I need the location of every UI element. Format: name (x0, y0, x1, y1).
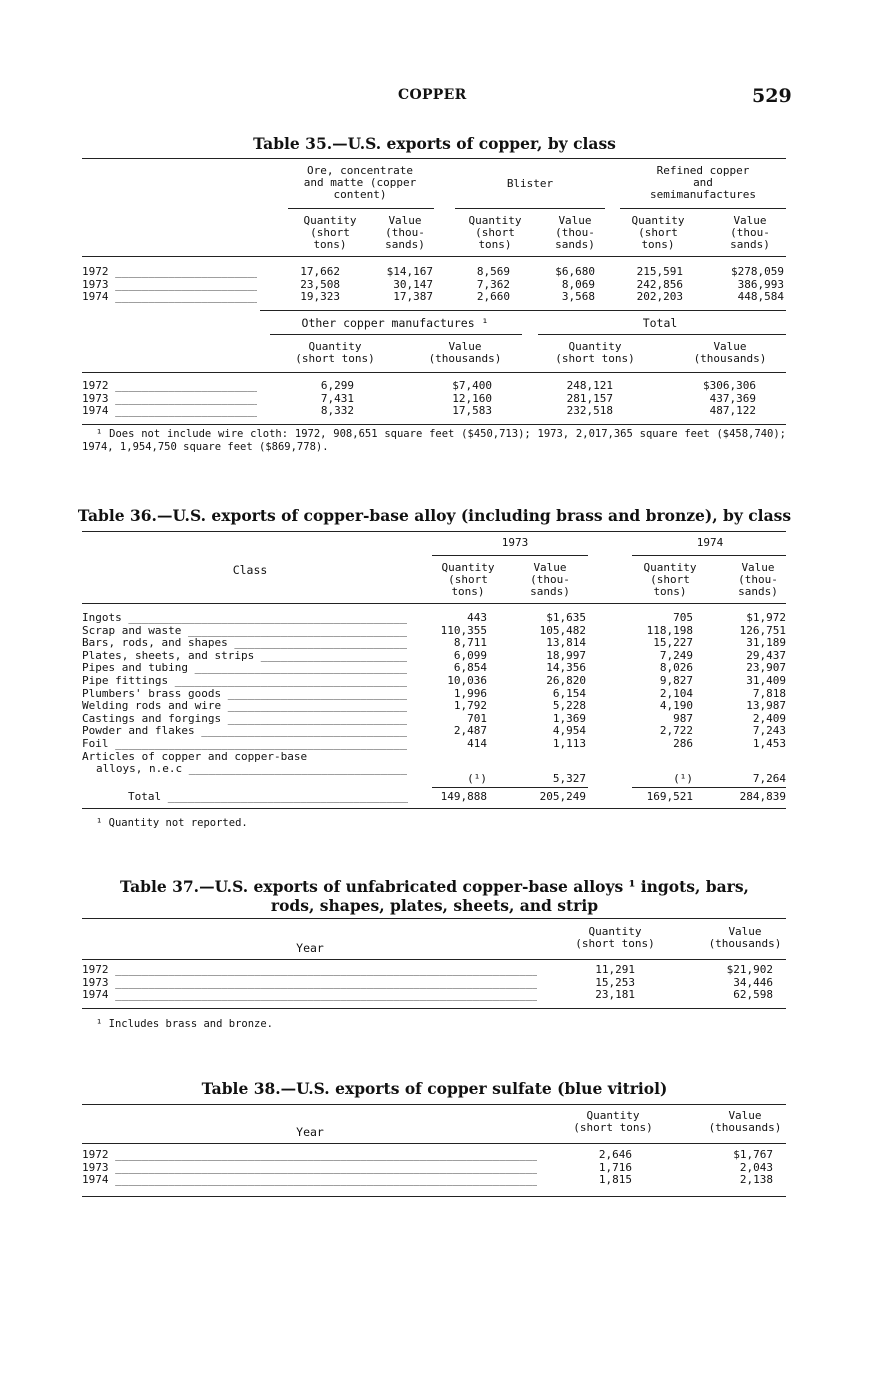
t36-header-rule (82, 603, 786, 604)
t36-cell: 7,818 (752, 686, 786, 700)
t35-cell: 437,369 (709, 391, 756, 405)
t35-cell: $14,167 (386, 265, 433, 278)
t38-cell: $1,767 (733, 1148, 773, 1161)
table-row: 1972 _____ (82, 380, 257, 393)
table-35-top-rule (82, 158, 786, 159)
table-row: 1974 _____ (82, 1174, 537, 1187)
t35-cell: 12,160 (452, 391, 492, 405)
t37-bottom-rule (82, 1008, 786, 1009)
table-row: 1973 _____ (82, 977, 537, 990)
t36-cell: $1,635 (546, 611, 586, 624)
t35-cell: $6,680 (555, 265, 595, 278)
t36-cell: 2,409 (752, 711, 786, 725)
t38-cell: 1,815 (598, 1173, 632, 1186)
table-36-title: Table 36.—U.S. exports of copper-base alloy (including brass and bronze), by class (77, 506, 792, 525)
t36-cell: 9,827 (659, 674, 693, 687)
t35-group2-rule-1 (270, 334, 522, 335)
t35-group-rule-3 (620, 208, 786, 209)
t38-cell: 1,716 (598, 1160, 632, 1174)
t36-cell: 6,099 (453, 648, 487, 662)
table-37-title-line2: rods, shapes, plates, sheets, and strip (270, 896, 599, 915)
table-row: Foil _____ (82, 738, 407, 751)
t35-header-rule (82, 256, 786, 257)
t36-sub-qty-1974: Quantity (short tons) (643, 561, 697, 598)
t36-top-rule (82, 531, 786, 532)
t36-footnote: ¹ Quantity not reported. (96, 817, 248, 829)
table-row: 1972 _____ (82, 266, 257, 279)
table-row: Articles of copper and copper-base (82, 750, 308, 763)
t35-cell: 19,323 (300, 290, 340, 303)
t35-cell: 281,157 (566, 391, 613, 405)
t36-cell: 31,409 (746, 674, 786, 687)
t35-group-refined: Refined copper and semimanufactures (650, 164, 756, 201)
t35-sub-qty-2: Quantity (short tons) (468, 214, 522, 251)
t36-cell: 13,814 (546, 636, 586, 650)
t36-cell: 10,036 (447, 674, 487, 687)
t35-group-rule-1 (288, 208, 434, 209)
table-row: Pipe fittings _____ (82, 675, 407, 688)
t36-cell: 4,190 (659, 699, 693, 713)
t36-cell: (¹) (467, 771, 487, 785)
t37-cell: 62,598 (733, 988, 773, 1001)
t36-cell: 443 (467, 611, 487, 624)
t35-cell: 17,662 (300, 265, 340, 278)
t38-cell: 2,138 (739, 1173, 773, 1186)
t38-header-rule (82, 1143, 786, 1144)
t35-cell: 6,299 (320, 379, 354, 392)
t35-cell: 448,584 (737, 290, 784, 303)
t35-cell: 8,069 (561, 277, 595, 291)
table-row: 1972 _____ (82, 964, 537, 977)
table-row: alloys, n.e.c _____ (96, 763, 407, 776)
t36-year-rule-2 (632, 555, 786, 556)
t35-sub-val-3: Value (thou- sands) (730, 214, 770, 251)
t38-cell: 2,646 (598, 1148, 632, 1161)
t36-cell: 118,198 (646, 623, 693, 637)
t36-body (82, 612, 786, 812)
table-row: Plumbers' brass goods _____ (82, 688, 407, 701)
t35-group-blister: Blister (506, 177, 554, 190)
t35-rows-part1 (82, 266, 786, 306)
t36-cell: 7,264 (752, 771, 786, 785)
t37-cell: 11,291 (595, 963, 635, 976)
t35-cell: 17,583 (452, 404, 492, 417)
t38-body (82, 1149, 786, 1189)
t35-sub-qty-3: Quantity (short tons) (631, 214, 685, 251)
t36-cell: 6,154 (552, 686, 586, 700)
t36-cell: 31,189 (746, 636, 786, 650)
table-row: 1973 _____ (82, 393, 257, 406)
t36-cell: $1,972 (746, 611, 786, 624)
t36-cell: 5,228 (552, 699, 586, 713)
t37-cell: 23,181 (595, 988, 635, 1001)
t36-cell: 1,369 (552, 711, 586, 725)
t36-cell: 105,482 (539, 623, 586, 637)
t36-cell: 26,820 (546, 674, 586, 687)
running-head-title: COPPER (398, 87, 467, 103)
t36-sub-val-1974: Value (thou- sands) (738, 561, 778, 598)
t35-sub2-val-2: Value (thousands) (693, 340, 767, 365)
table-row: Pipes and tubing _____ (82, 662, 407, 675)
t35-group-other: Other copper manufactures ¹ (301, 316, 489, 330)
t35-sub2-qty-1: Quantity (short tons) (295, 340, 375, 365)
t36-total-cell: 205,249 (539, 790, 586, 803)
t38-cell: 2,043 (739, 1160, 773, 1174)
page-number: 529 (752, 85, 792, 107)
t37-cell: $21,902 (726, 963, 773, 976)
t36-cell: 8,711 (453, 636, 487, 650)
table-35-title: Table 35.—U.S. exports of copper, by class (253, 134, 616, 153)
table-row: Powder and flakes _____ (82, 725, 407, 738)
t36-cell: 29,437 (746, 648, 786, 662)
table-row: 1974 _____ (82, 291, 257, 304)
t36-cell: 18,997 (546, 648, 586, 662)
t35-cell: 242,856 (636, 277, 683, 291)
t35-cell: 7,362 (476, 277, 510, 291)
t36-sum-rule-2 (632, 787, 786, 788)
t36-year-1973: 1973 (501, 536, 529, 549)
t36-cell: 1,453 (752, 737, 786, 750)
t36-cell: 14,356 (546, 661, 586, 675)
t35-header2-rule (82, 372, 786, 373)
table-row: 1974 _____ (82, 405, 257, 418)
t35-sub2-val-1: Value (thousands) (428, 340, 502, 365)
t36-cell: 987 (673, 711, 693, 725)
t35-cell: 487,122 (709, 404, 756, 417)
t37-footnote: ¹ Includes brass and bronze. (96, 1018, 274, 1030)
t36-cell: 5,327 (552, 771, 586, 785)
table-row: Welding rods and wire _____ (82, 700, 407, 713)
t36-total-row: Total _____ (128, 791, 408, 804)
table-row: 1973 _____ (82, 1162, 537, 1175)
t38-sub-val: Value (thousands) (708, 1109, 782, 1134)
t36-cell: 1,996 (453, 686, 487, 700)
t35-cell: 386,993 (737, 277, 784, 291)
t35-cell: 8,569 (476, 265, 510, 278)
t36-cell: 705 (673, 611, 693, 624)
table-row: Bars, rods, and shapes _____ (82, 637, 407, 650)
t35-group-rule-2 (455, 208, 605, 209)
t36-cell: (¹) (673, 771, 693, 785)
t36-year-rule-1 (432, 555, 588, 556)
table-row: Castings and forgings _____ (82, 713, 407, 726)
t35-cell: $306,306 (703, 379, 756, 392)
t36-cell: 15,227 (653, 636, 693, 650)
t36-class-header: Class (232, 563, 268, 577)
t35-mid-rule (260, 310, 786, 311)
table-row: 1973 _____ (82, 279, 257, 292)
t35-cell: 17,387 (393, 290, 433, 303)
table-row: Ingots _____ (82, 612, 407, 625)
t36-sub-val-1973: Value (thou- sands) (530, 561, 570, 598)
t36-cell: 23,907 (746, 661, 786, 675)
t35-sub-val-1: Value (thou- sands) (385, 214, 425, 251)
t35-bottom-rule (82, 424, 786, 425)
t37-cell: 15,253 (595, 975, 635, 989)
t37-body (82, 964, 786, 1004)
t38-top-rule (82, 1104, 786, 1105)
t36-cell: 1,792 (453, 699, 487, 713)
t35-sub-qty-1: Quantity (short tons) (303, 214, 357, 251)
table-37-title-line1: Table 37.—U.S. exports of unfabricated copper-base alloys ¹ ingots, bars, (120, 877, 749, 896)
t36-sub-qty-1973: Quantity (short tons) (441, 561, 495, 598)
table-row: Scrap and waste _____ (82, 625, 407, 638)
table-row: 1972 _____ (82, 1149, 537, 1162)
t36-total-cell: 169,521 (646, 790, 693, 803)
t35-cell: $7,400 (452, 379, 492, 392)
table-row: 1974 _____ (82, 989, 537, 1002)
t38-year-header: Year (296, 1125, 324, 1139)
t35-cell: 232,518 (566, 404, 613, 417)
t38-bottom-rule (82, 1196, 786, 1197)
t35-cell: 248,121 (566, 379, 613, 392)
t36-cell: 7,243 (752, 724, 786, 738)
t35-cell: 2,660 (476, 290, 510, 303)
t36-cell: 286 (673, 737, 693, 750)
t35-cell: 8,332 (320, 404, 354, 417)
t36-cell: 2,104 (659, 686, 693, 700)
t36-bottom-rule (82, 808, 786, 809)
t37-sub-qty: Quantity (short tons) (575, 925, 655, 950)
t35-group2-rule-2 (538, 334, 786, 335)
t35-cell: 3,568 (561, 290, 595, 303)
t36-cell: 2,722 (659, 724, 693, 738)
t36-cell: 7,249 (659, 648, 693, 662)
t35-cell: 202,203 (636, 290, 683, 303)
t35-cell: $278,059 (731, 265, 784, 278)
t36-cell: 126,751 (739, 623, 786, 637)
t36-year-1974: 1974 (696, 536, 724, 549)
t35-cell: 7,431 (320, 391, 354, 405)
t36-total-cell: 149,888 (440, 790, 487, 803)
t35-footnote: ¹ Does not include wire cloth: 1972, 908,651 square feet ($450,713); 1973, 2,017,365 square feet ($458,740); 1974, 1,954,750 square feet ($869,778). (82, 428, 786, 453)
t36-cell: 13,987 (746, 699, 786, 713)
t37-top-rule (82, 918, 786, 919)
t35-sub-val-2: Value (thou- sands) (555, 214, 595, 251)
t35-cell: 215,591 (636, 265, 683, 278)
t35-rows-part2 (82, 380, 786, 420)
t36-cell: 4,954 (552, 724, 586, 738)
t35-group-total: Total (642, 316, 678, 330)
t36-cell: 8,026 (659, 661, 693, 675)
t35-cell: 30,147 (393, 277, 433, 291)
t36-cell: 701 (467, 711, 487, 725)
t38-sub-qty: Quantity (short tons) (573, 1109, 653, 1134)
table-38-title: Table 38.—U.S. exports of copper sulfate (blue vitriol) (201, 1079, 668, 1098)
table-row: Plates, sheets, and strips _____ (82, 650, 407, 663)
t37-sub-val: Value (thousands) (708, 925, 782, 950)
t36-cell: 2,487 (453, 724, 487, 738)
t37-header-rule (82, 959, 786, 960)
t36-cell: 1,113 (552, 737, 586, 750)
t36-cell: 110,355 (440, 623, 487, 637)
t36-cell: 414 (467, 737, 487, 750)
t35-sub2-qty-2: Quantity (short tons) (555, 340, 635, 365)
t36-sum-rule-1 (432, 787, 588, 788)
t35-group-ore: Ore, concentrate and matte (copper content) (303, 164, 417, 201)
t37-cell: 34,446 (733, 975, 773, 989)
t35-cell: 23,508 (300, 277, 340, 291)
t37-year-header: Year (296, 941, 324, 955)
t36-cell: 6,854 (453, 661, 487, 675)
t36-total-cell: 284,839 (739, 790, 786, 803)
